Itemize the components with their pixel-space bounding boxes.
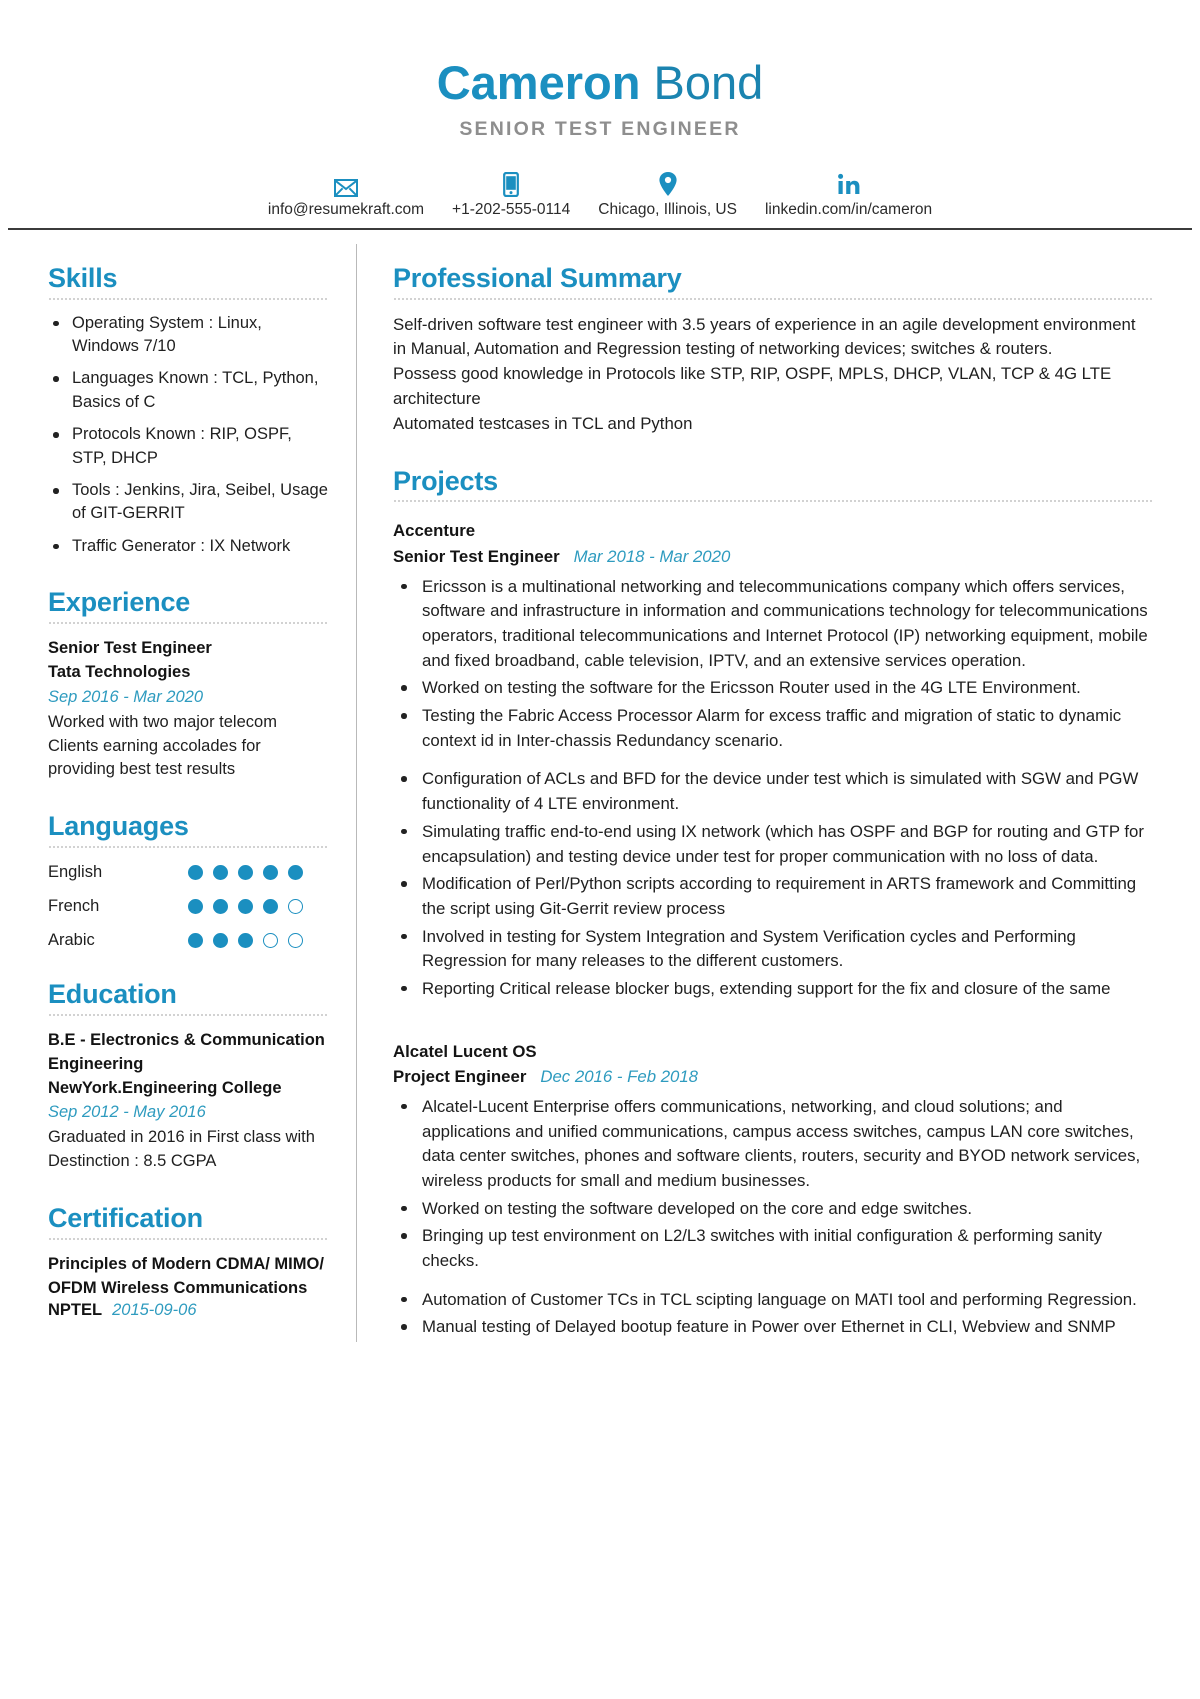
email-icon	[334, 171, 358, 197]
skills-heading: Skills	[48, 262, 118, 293]
education-degree: B.E - Electronics & Communication Engineering	[48, 1030, 325, 1073]
section-experience	[48, 588, 328, 782]
contact-item-linkedin[interactable]	[751, 171, 946, 219]
rating-dot	[213, 865, 228, 880]
list-item: Automation of Customer TCs in TCL scipting language on MATI tool and performing Regression.	[393, 1288, 1152, 1313]
certification-underline	[48, 1238, 328, 1240]
language-row-arabic	[48, 931, 328, 950]
project-role-row	[393, 544, 1152, 570]
languages-heading: Languages	[48, 811, 189, 842]
certification-issuer-row	[48, 1301, 328, 1320]
language-row-english	[48, 863, 328, 882]
candidate-name	[0, 58, 1200, 108]
language-label: French	[48, 897, 100, 916]
experience-company: Tata Technologies	[48, 662, 191, 681]
project-date: Dec 2016 - Feb 2018	[540, 1066, 699, 1086]
project-spacer	[393, 1005, 1152, 1023]
rating-dot	[213, 933, 228, 948]
project-entry-alcatel	[393, 1039, 1152, 1340]
skills-list	[48, 312, 328, 559]
phone-text: +1-202-555-0114	[452, 200, 571, 218]
list-item: Traffic Generator : IX Network	[48, 535, 328, 558]
summary-body	[393, 313, 1152, 437]
education-description: Graduated in 2016 in First class with Destinction : 8.5 CGPA	[48, 1128, 315, 1171]
linkedin-icon	[837, 171, 861, 197]
location-text: Chicago, Illinois, US	[598, 200, 737, 218]
project-entry-accenture	[393, 518, 1152, 1001]
list-item: Operating System : Linux, Windows 7/10	[48, 312, 328, 359]
rating-dot	[238, 865, 253, 880]
list-item: Testing the Fabric Access Processor Alarm for excess traffic and migration of static to dynamic context id in Inter-chassis Redundancy scenario.	[393, 704, 1152, 753]
experience-entry	[48, 637, 328, 782]
location-pin-icon	[658, 171, 678, 197]
education-entry	[48, 1029, 328, 1174]
first-name: Cameron	[436, 56, 641, 109]
phone-icon	[503, 171, 519, 197]
list-item: Ericsson is a multinational networking and telecommunications company which offers services, software and infrastructure in information and communications technology for telecommunications operators, traditional telecommunications and Internet Protocol (IP) networking equipment, mobile and fixed broadband, cable television, IPTV, and an extensive services operation.	[393, 575, 1152, 674]
list-item: Languages Known : TCL, Python, Basics of C	[48, 367, 328, 414]
rating-dot	[288, 933, 303, 948]
projects-heading: Projects	[393, 465, 498, 496]
education-underline	[48, 1014, 328, 1016]
education-school: NewYork.Engineering College	[48, 1078, 282, 1097]
certification-date: 2015-09-06	[112, 1300, 197, 1319]
project-company: Alcatel Lucent OS	[393, 1041, 537, 1061]
skills-underline	[48, 298, 328, 300]
summary-paragraph: Self-driven software test engineer with 3.5 years of experience in an agile development environment in Manual, Automation and Regression testing of networking devices; switches & routers.	[393, 314, 1136, 359]
rating-dot	[188, 899, 203, 914]
list-item: Modification of Perl/Python scripts according to requirement in ARTS framework and Committing the script using Git-Gerrit review process	[393, 872, 1152, 921]
rating-dot	[188, 865, 203, 880]
summary-underline	[393, 298, 1152, 300]
section-professional-summary	[393, 264, 1152, 437]
projects-underline	[393, 500, 1152, 502]
experience-heading: Experience	[48, 587, 191, 618]
experience-description: Worked with two major telecom Clients earning accolades for providing best test results	[48, 712, 277, 779]
experience-date: Sep 2016 - Mar 2020	[48, 687, 204, 706]
language-rating	[188, 899, 303, 914]
section-certification	[48, 1204, 328, 1320]
education-heading: Education	[48, 979, 177, 1010]
project-date: Mar 2018 - Mar 2020	[573, 546, 731, 566]
main-column	[357, 230, 1200, 1356]
summary-paragraph: Possess good knowledge in Protocols like STP, RIP, OSPF, MPLS, DHCP, VLAN, TCP & 4G LTE architecture	[393, 364, 1112, 409]
education-date: Sep 2012 - May 2016	[48, 1103, 206, 1122]
project-role: Senior Test Engineer	[393, 546, 560, 566]
language-label: Arabic	[48, 931, 95, 950]
rating-dot	[238, 899, 253, 914]
resume-header	[0, 0, 1200, 230]
job-title: SENIOR TEST ENGINEER	[459, 117, 741, 140]
project-role-row	[393, 1064, 1152, 1090]
section-projects	[393, 467, 1152, 1340]
certification-entry	[48, 1253, 328, 1320]
certification-heading: Certification	[48, 1203, 203, 1234]
languages-underline	[48, 846, 328, 848]
list-item: Involved in testing for System Integration and System Verification cycles and Performing Regression for many releases to the different customers.	[393, 925, 1152, 974]
project-company: Accenture	[393, 521, 476, 541]
contact-item-location[interactable]	[584, 171, 751, 219]
list-item: Reporting Critical release blocker bugs, extending support for the fix and closure of the same	[393, 977, 1152, 1002]
contact-item-phone[interactable]	[438, 171, 584, 219]
language-label: English	[48, 863, 103, 882]
rating-dot	[263, 865, 278, 880]
language-rating	[188, 933, 303, 948]
list-item: Alcatel-Lucent Enterprise offers communications, networking, and cloud solutions; and applications and unified communications, campus access switches, campus LAN core switches, data center switches, phones and software clients, routers, security and BYOD network services, wireless products for small and medium businesses.	[393, 1095, 1152, 1194]
rating-dot	[263, 899, 278, 914]
contact-bar	[0, 171, 1200, 219]
resume-body	[0, 230, 1200, 1356]
section-skills	[48, 264, 328, 558]
list-item: Configuration of ACLs and BFD for the device under test which is simulated with SGW and PGW functionality of 4 LTE environment.	[393, 767, 1152, 816]
list-item: Protocols Known : RIP, OSPF, STP, DHCP	[48, 423, 328, 470]
experience-underline	[48, 622, 328, 624]
list-item: Worked on testing the software developed on the core and edge switches.	[393, 1197, 1152, 1222]
summary-paragraph: Automated testcases in TCL and Python	[393, 413, 693, 433]
rating-dot	[188, 933, 203, 948]
email-text: info@resumekraft.com	[267, 200, 425, 218]
last-name: Bond	[653, 56, 764, 109]
project-bullet-list	[393, 575, 1152, 1002]
rating-dot	[288, 899, 303, 914]
list-item: Worked on testing the software for the Ericsson Router used in the 4G LTE Environment.	[393, 676, 1152, 701]
rating-dot	[238, 933, 253, 948]
rating-dot	[213, 899, 228, 914]
section-education	[48, 980, 328, 1174]
linkedin-text: linkedin.com/in/cameron	[764, 200, 933, 218]
experience-job-title: Senior Test Engineer	[48, 638, 212, 657]
project-role: Project Engineer	[393, 1066, 527, 1086]
list-item: Manual testing of Delayed bootup feature in Power over Ethernet in CLI, Webview and SNMP	[393, 1315, 1152, 1340]
rating-dot	[288, 865, 303, 880]
list-item: Simulating traffic end-to-end using IX network (which has OSPF and BGP for routing and GTP for encapsulation) and testing device under test for proper communication with no loss of data.	[393, 820, 1152, 869]
section-languages	[48, 812, 328, 950]
list-item: Tools : Jenkins, Jira, Seibel, Usage of GIT-GERRIT	[48, 479, 328, 526]
contact-item-email[interactable]	[254, 171, 438, 219]
language-rating	[188, 865, 303, 880]
sidebar-column	[0, 230, 356, 1356]
summary-heading: Professional Summary	[393, 262, 682, 293]
certification-name: Principles of Modern CDMA/ MIMO/ OFDM Wireless Communications	[48, 1254, 324, 1297]
project-bullet-list	[393, 1095, 1152, 1340]
rating-dot	[263, 933, 278, 948]
certification-issuer: NPTEL	[48, 1300, 103, 1319]
language-row-french	[48, 897, 328, 916]
list-item: Bringing up test environment on L2/L3 switches with initial configuration & performing sanity checks.	[393, 1224, 1152, 1273]
